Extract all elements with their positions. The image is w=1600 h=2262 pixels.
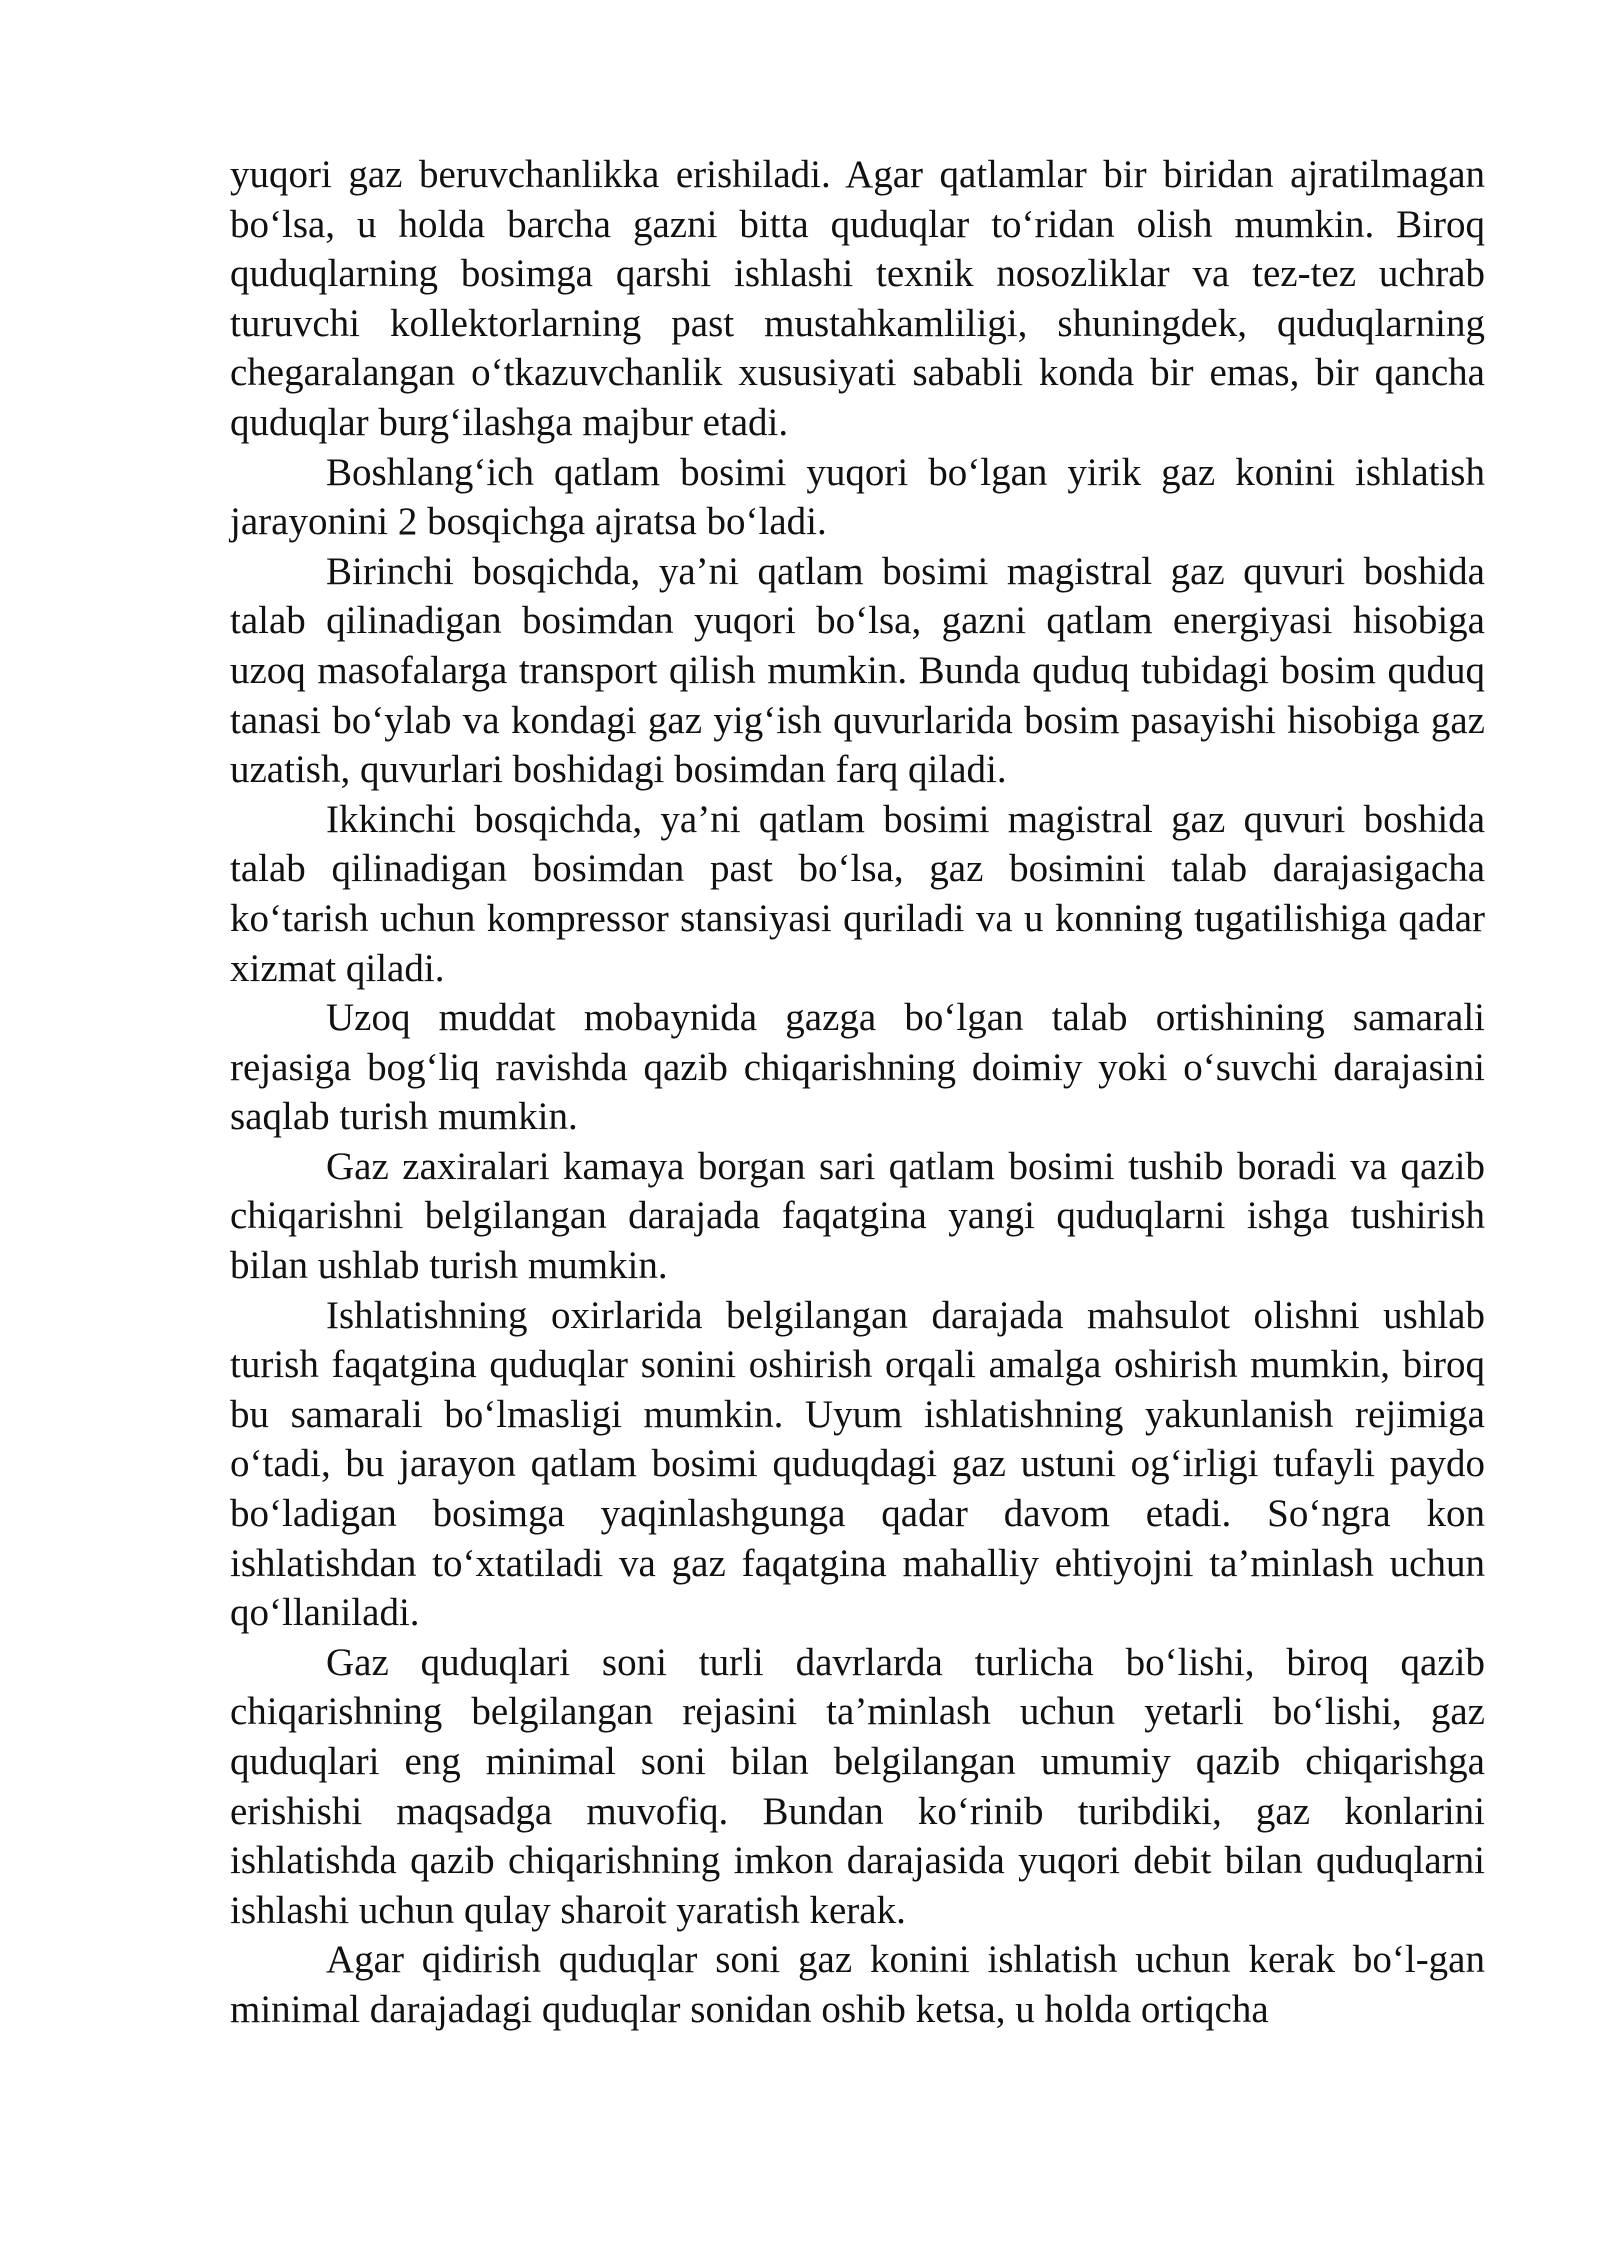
paragraph: Boshlang‘ich qatlam bosimi yuqori bo‘lgan yirik gaz konini ishlatish jarayonini 2 bosqichga ajratsa bo‘ladi.	[230, 450, 1485, 544]
paragraph: yuqori gaz beruvchanlikka erishiladi. Agar qatlamlar bir biridan ajratilmagan bo‘lsa, u holda barcha gazni bitta quduqlar to‘ridan olish mumkin. Biroq quduqlarning bosimga qarshi ishlashi texnik nosozliklar va tez-tez uchrab turuvchi kollektorlarning past mustahkamliligi, shuningdek, quduqlarning chegaralangan o‘tkazuvchanlik xususiyati sababli konda bir emas, bir qancha quduqlar burg‘ilashga majbur etadi.	[230, 153, 1485, 444]
paragraph: Ikkinchi bosqichda, ya’ni qatlam bosimi magistral gaz quvuri boshida talab qilinadigan bosimdan past bo‘lsa, gaz bosimini talab darajasigacha ko‘tarish uchun kompressor stansiyasi quriladi va u konning tugatilishiga qadar xizmat qiladi.	[230, 797, 1485, 990]
paragraph: Birinchi bosqichda, ya’ni qatlam bosimi magistral gaz quvuri boshida talab qilinadigan bosimdan yuqori bo‘lsa, gazni qatlam energiyasi hisobiga uzoq masofalarga transport qilish mumkin. Bunda quduq tubidagi bosim quduq tanasi bo‘ylab va kondagi gaz yig‘ish quvurlarida bosim pasayishi hisobiga gaz uzatish, quvurlari boshidagi bosimdan farq qiladi.	[230, 549, 1485, 792]
paragraph: Uzoq muddat mobaynida gazga bo‘lgan talab ortishining samarali rejasiga bog‘liq ravishda qazib chiqarishning doimiy yoki o‘suvchi darajasini saqlab turish mumkin.	[230, 996, 1485, 1139]
paragraph: Ishlatishning oxirlarida belgilangan darajada mahsulot olishni ushlab turish faqatgina quduqlar sonini oshirish orqali amalga oshirish mumkin, biroq bu samarali bo‘lmasligi mumkin. Uyum ishlatishning yakunlanish rejimiga o‘tadi, bu jarayon qatlam bosimi quduqdagi gaz ustuni og‘irligi tufayli paydo bo‘ladigan bosimga yaqinlashgunga qadar davom etadi. So‘ngra kon ishlatishdan to‘xtatiladi va gaz faqatgina mahalliy ehtiyojni ta’minlash uchun qo‘llaniladi.	[230, 1293, 1485, 1635]
body-text	[230, 150, 1485, 2035]
paragraph: Agar qidirish quduqlar soni gaz konini ishlatish uchun kerak bo‘l-gan minimal darajadagi quduqlar sonidan oshib ketsa, u holda ortiqcha	[230, 1938, 1485, 2031]
paragraph: Gaz zaxiralari kamaya borgan sari qatlam bosimi tushib boradi va qazib chiqarishni belgilangan darajada faqatgina yangi quduqlarni ishga tushirish bilan ushlab turish mumkin.	[230, 1144, 1485, 1288]
paragraph: Gaz quduqlari soni turli davrlarda turlicha bo‘lishi, biroq qazib chiqarishning belgilangan rejasini ta’minlash uchun yetarli bo‘lishi, gaz quduqlari eng minimal soni bilan belgilangan umumiy qazib chiqarishga erishishi maqsadga muvofiq. Bundan ko‘rinib turibdiki, gaz konlarini ishlatishda qazib chiqarishning imkon darajasida yuqori debit bilan quduqlarni ishlashi uchun qulay sharoit yaratish kerak.	[230, 1640, 1485, 1932]
